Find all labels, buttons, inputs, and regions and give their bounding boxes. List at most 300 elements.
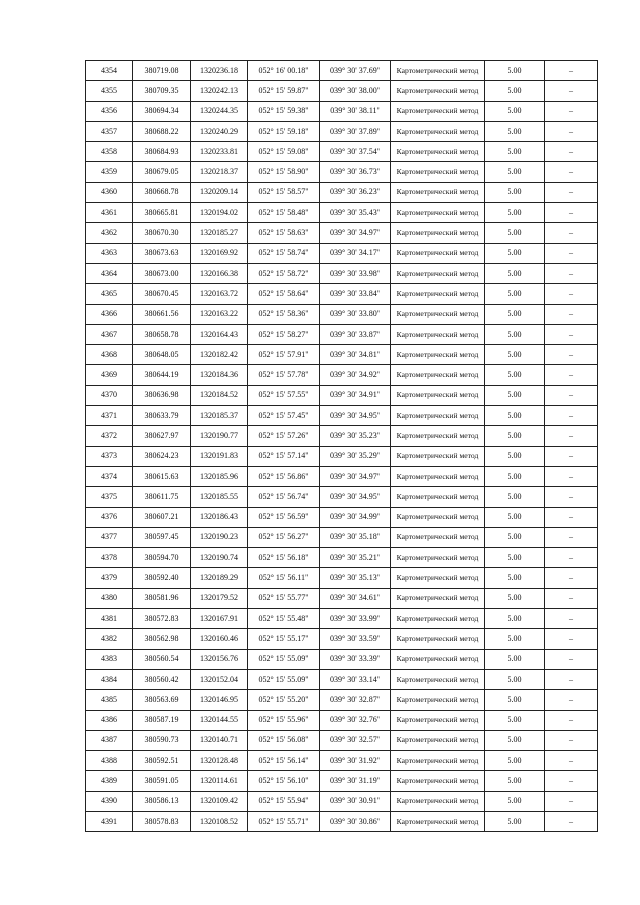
point-number-cell: 4365 (86, 284, 133, 304)
point-number-cell: 4364 (86, 263, 133, 283)
coordinates-table (85, 60, 598, 832)
point-number-cell: 4389 (86, 771, 133, 791)
table-row (86, 81, 598, 101)
y-coordinate-cell: 1320218.37 (191, 162, 248, 182)
x-coordinate-cell: 380658.78 (133, 324, 191, 344)
method-cell: Картометрический метод (391, 304, 485, 324)
latitude-cell: 052° 15' 55.71" (248, 811, 320, 831)
point-number-cell: 4381 (86, 609, 133, 629)
y-coordinate-cell: 1320160.46 (191, 629, 248, 649)
table-row (86, 588, 598, 608)
table-row (86, 669, 598, 689)
point-number-cell: 4380 (86, 588, 133, 608)
table-row (86, 406, 598, 426)
point-number-cell: 4388 (86, 751, 133, 771)
table-row (86, 223, 598, 243)
method-cell: Картометрический метод (391, 609, 485, 629)
point-number-cell: 4368 (86, 345, 133, 365)
accuracy-cell: 5.00 (485, 811, 545, 831)
method-cell: Картометрический метод (391, 142, 485, 162)
x-coordinate-cell: 380562.98 (133, 629, 191, 649)
description-cell: – (545, 263, 598, 283)
latitude-cell: 052° 15' 58.27" (248, 324, 320, 344)
method-cell: Картометрический метод (391, 182, 485, 202)
table-row (86, 487, 598, 507)
method-cell: Картометрический метод (391, 791, 485, 811)
x-coordinate-cell: 380627.97 (133, 426, 191, 446)
x-coordinate-cell: 380560.54 (133, 649, 191, 669)
latitude-cell: 052° 15' 56.74" (248, 487, 320, 507)
method-cell: Картометрический метод (391, 669, 485, 689)
table-row (86, 203, 598, 223)
description-cell: – (545, 284, 598, 304)
point-number-cell: 4356 (86, 101, 133, 121)
latitude-cell: 052° 15' 55.17" (248, 629, 320, 649)
method-cell: Картометрический метод (391, 345, 485, 365)
table-row (86, 609, 598, 629)
y-coordinate-cell: 1320190.74 (191, 548, 248, 568)
method-cell: Картометрический метод (391, 730, 485, 750)
accuracy-cell: 5.00 (485, 507, 545, 527)
table-row (86, 365, 598, 385)
latitude-cell: 052° 15' 58.63" (248, 223, 320, 243)
description-cell: – (545, 203, 598, 223)
table-row (86, 649, 598, 669)
longitude-cell: 039° 30' 32.87" (320, 690, 391, 710)
y-coordinate-cell: 1320179.52 (191, 588, 248, 608)
description-cell: – (545, 791, 598, 811)
latitude-cell: 052° 15' 57.91" (248, 345, 320, 365)
y-coordinate-cell: 1320152.04 (191, 669, 248, 689)
method-cell: Картометрический метод (391, 649, 485, 669)
point-number-cell: 4387 (86, 730, 133, 750)
x-coordinate-cell: 380673.63 (133, 243, 191, 263)
x-coordinate-cell: 380624.23 (133, 446, 191, 466)
longitude-cell: 039° 30' 32.76" (320, 710, 391, 730)
method-cell: Картометрический метод (391, 527, 485, 547)
x-coordinate-cell: 380597.45 (133, 527, 191, 547)
accuracy-cell: 5.00 (485, 588, 545, 608)
longitude-cell: 039° 30' 36.73" (320, 162, 391, 182)
accuracy-cell: 5.00 (485, 406, 545, 426)
latitude-cell: 052° 15' 56.27" (248, 527, 320, 547)
description-cell: – (545, 162, 598, 182)
description-cell: – (545, 426, 598, 446)
description-cell: – (545, 568, 598, 588)
description-cell: – (545, 487, 598, 507)
longitude-cell: 039° 30' 31.92" (320, 751, 391, 771)
latitude-cell: 052° 15' 59.08" (248, 142, 320, 162)
y-coordinate-cell: 1320240.29 (191, 121, 248, 141)
longitude-cell: 039° 30' 34.81" (320, 345, 391, 365)
accuracy-cell: 5.00 (485, 223, 545, 243)
x-coordinate-cell: 380592.51 (133, 751, 191, 771)
description-cell: – (545, 365, 598, 385)
x-coordinate-cell: 380668.78 (133, 182, 191, 202)
method-cell: Картометрический метод (391, 751, 485, 771)
y-coordinate-cell: 1320190.77 (191, 426, 248, 446)
description-cell: – (545, 548, 598, 568)
x-coordinate-cell: 380572.83 (133, 609, 191, 629)
table-row (86, 568, 598, 588)
x-coordinate-cell: 380611.75 (133, 487, 191, 507)
description-cell: – (545, 649, 598, 669)
y-coordinate-cell: 1320140.71 (191, 730, 248, 750)
y-coordinate-cell: 1320163.22 (191, 304, 248, 324)
x-coordinate-cell: 380563.69 (133, 690, 191, 710)
accuracy-cell: 5.00 (485, 304, 545, 324)
description-cell: – (545, 406, 598, 426)
description-cell: – (545, 121, 598, 141)
y-coordinate-cell: 1320167.91 (191, 609, 248, 629)
x-coordinate-cell: 380592.40 (133, 568, 191, 588)
description-cell: – (545, 101, 598, 121)
accuracy-cell: 5.00 (485, 162, 545, 182)
longitude-cell: 039° 30' 34.99" (320, 507, 391, 527)
accuracy-cell: 5.00 (485, 345, 545, 365)
table-row (86, 791, 598, 811)
y-coordinate-cell: 1320114.61 (191, 771, 248, 791)
table-body (86, 61, 598, 832)
longitude-cell: 039° 30' 34.17" (320, 243, 391, 263)
accuracy-cell: 5.00 (485, 487, 545, 507)
point-number-cell: 4369 (86, 365, 133, 385)
longitude-cell: 039° 30' 38.00" (320, 81, 391, 101)
method-cell: Картометрический метод (391, 710, 485, 730)
table-row (86, 345, 598, 365)
y-coordinate-cell: 1320186.43 (191, 507, 248, 527)
accuracy-cell: 5.00 (485, 730, 545, 750)
table-row (86, 629, 598, 649)
method-cell: Картометрический метод (391, 811, 485, 831)
x-coordinate-cell: 380587.19 (133, 710, 191, 730)
longitude-cell: 039° 30' 34.91" (320, 385, 391, 405)
point-number-cell: 4357 (86, 121, 133, 141)
latitude-cell: 052° 15' 58.36" (248, 304, 320, 324)
description-cell: – (545, 446, 598, 466)
accuracy-cell: 5.00 (485, 81, 545, 101)
y-coordinate-cell: 1320242.13 (191, 81, 248, 101)
y-coordinate-cell: 1320189.29 (191, 568, 248, 588)
method-cell: Картометрический метод (391, 324, 485, 344)
x-coordinate-cell: 380644.19 (133, 365, 191, 385)
method-cell: Картометрический метод (391, 548, 485, 568)
point-number-cell: 4355 (86, 81, 133, 101)
description-cell: – (545, 345, 598, 365)
longitude-cell: 039° 30' 37.54" (320, 142, 391, 162)
accuracy-cell: 5.00 (485, 284, 545, 304)
x-coordinate-cell: 380684.93 (133, 142, 191, 162)
latitude-cell: 052° 15' 58.64" (248, 284, 320, 304)
latitude-cell: 052° 15' 55.77" (248, 588, 320, 608)
point-number-cell: 4382 (86, 629, 133, 649)
description-cell: – (545, 304, 598, 324)
x-coordinate-cell: 380679.05 (133, 162, 191, 182)
x-coordinate-cell: 380665.81 (133, 203, 191, 223)
y-coordinate-cell: 1320194.02 (191, 203, 248, 223)
method-cell: Картометрический метод (391, 487, 485, 507)
description-cell: – (545, 669, 598, 689)
latitude-cell: 052° 15' 58.74" (248, 243, 320, 263)
x-coordinate-cell: 380633.79 (133, 406, 191, 426)
method-cell: Картометрический метод (391, 466, 485, 486)
x-coordinate-cell: 380560.42 (133, 669, 191, 689)
table-row (86, 811, 598, 831)
method-cell: Картометрический метод (391, 771, 485, 791)
table-row (86, 771, 598, 791)
y-coordinate-cell: 1320128.48 (191, 751, 248, 771)
point-number-cell: 4374 (86, 466, 133, 486)
latitude-cell: 052° 15' 56.08" (248, 730, 320, 750)
description-cell: – (545, 243, 598, 263)
y-coordinate-cell: 1320146.95 (191, 690, 248, 710)
x-coordinate-cell: 380661.56 (133, 304, 191, 324)
longitude-cell: 039° 30' 35.21" (320, 548, 391, 568)
table-row (86, 243, 598, 263)
longitude-cell: 039° 30' 35.23" (320, 426, 391, 446)
description-cell: – (545, 811, 598, 831)
longitude-cell: 039° 30' 30.86" (320, 811, 391, 831)
description-cell: – (545, 751, 598, 771)
latitude-cell: 052° 15' 59.38" (248, 101, 320, 121)
longitude-cell: 039° 30' 35.18" (320, 527, 391, 547)
x-coordinate-cell: 380670.45 (133, 284, 191, 304)
method-cell: Картометрический метод (391, 588, 485, 608)
description-cell: – (545, 588, 598, 608)
longitude-cell: 039° 30' 33.14" (320, 669, 391, 689)
accuracy-cell: 5.00 (485, 385, 545, 405)
point-number-cell: 4363 (86, 243, 133, 263)
accuracy-cell: 5.00 (485, 771, 545, 791)
accuracy-cell: 5.00 (485, 182, 545, 202)
point-number-cell: 4358 (86, 142, 133, 162)
longitude-cell: 039° 30' 31.19" (320, 771, 391, 791)
longitude-cell: 039° 30' 30.91" (320, 791, 391, 811)
y-coordinate-cell: 1320233.81 (191, 142, 248, 162)
point-number-cell: 4383 (86, 649, 133, 669)
table-row (86, 263, 598, 283)
latitude-cell: 052° 15' 55.09" (248, 669, 320, 689)
accuracy-cell: 5.00 (485, 609, 545, 629)
x-coordinate-cell: 380694.34 (133, 101, 191, 121)
point-number-cell: 4354 (86, 61, 133, 81)
method-cell: Картометрический метод (391, 629, 485, 649)
y-coordinate-cell: 1320184.52 (191, 385, 248, 405)
accuracy-cell: 5.00 (485, 142, 545, 162)
method-cell: Картометрический метод (391, 101, 485, 121)
point-number-cell: 4391 (86, 811, 133, 831)
longitude-cell: 039° 30' 34.95" (320, 487, 391, 507)
table-row (86, 690, 598, 710)
accuracy-cell: 5.00 (485, 690, 545, 710)
y-coordinate-cell: 1320244.35 (191, 101, 248, 121)
longitude-cell: 039° 30' 33.98" (320, 263, 391, 283)
description-cell: – (545, 710, 598, 730)
description-cell: – (545, 527, 598, 547)
y-coordinate-cell: 1320184.36 (191, 365, 248, 385)
point-number-cell: 4367 (86, 324, 133, 344)
latitude-cell: 052° 15' 59.87" (248, 81, 320, 101)
point-number-cell: 4371 (86, 406, 133, 426)
latitude-cell: 052° 15' 55.94" (248, 791, 320, 811)
point-number-cell: 4362 (86, 223, 133, 243)
x-coordinate-cell: 380709.35 (133, 81, 191, 101)
method-cell: Картометрический метод (391, 426, 485, 446)
point-number-cell: 4375 (86, 487, 133, 507)
table-row (86, 142, 598, 162)
latitude-cell: 052° 15' 55.48" (248, 609, 320, 629)
latitude-cell: 052° 15' 56.59" (248, 507, 320, 527)
description-cell: – (545, 223, 598, 243)
longitude-cell: 039° 30' 35.29" (320, 446, 391, 466)
x-coordinate-cell: 380688.22 (133, 121, 191, 141)
x-coordinate-cell: 380586.13 (133, 791, 191, 811)
latitude-cell: 052° 15' 58.90" (248, 162, 320, 182)
accuracy-cell: 5.00 (485, 527, 545, 547)
latitude-cell: 052° 15' 59.18" (248, 121, 320, 141)
method-cell: Картометрический метод (391, 568, 485, 588)
latitude-cell: 052° 15' 57.55" (248, 385, 320, 405)
longitude-cell: 039° 30' 33.59" (320, 629, 391, 649)
latitude-cell: 052° 15' 56.86" (248, 466, 320, 486)
table-row (86, 751, 598, 771)
point-number-cell: 4379 (86, 568, 133, 588)
y-coordinate-cell: 1320164.43 (191, 324, 248, 344)
latitude-cell: 052° 15' 56.11" (248, 568, 320, 588)
x-coordinate-cell: 380670.30 (133, 223, 191, 243)
method-cell: Картометрический метод (391, 365, 485, 385)
table-row (86, 710, 598, 730)
x-coordinate-cell: 380578.83 (133, 811, 191, 831)
table-row (86, 304, 598, 324)
x-coordinate-cell: 380581.96 (133, 588, 191, 608)
accuracy-cell: 5.00 (485, 61, 545, 81)
table-row (86, 730, 598, 750)
y-coordinate-cell: 1320169.92 (191, 243, 248, 263)
method-cell: Картометрический метод (391, 121, 485, 141)
table-row (86, 446, 598, 466)
point-number-cell: 4373 (86, 446, 133, 466)
table-row (86, 162, 598, 182)
description-cell: – (545, 81, 598, 101)
accuracy-cell: 5.00 (485, 121, 545, 141)
method-cell: Картометрический метод (391, 61, 485, 81)
description-cell: – (545, 385, 598, 405)
accuracy-cell: 5.00 (485, 649, 545, 669)
y-coordinate-cell: 1320209.14 (191, 182, 248, 202)
accuracy-cell: 5.00 (485, 101, 545, 121)
point-number-cell: 4370 (86, 385, 133, 405)
x-coordinate-cell: 380590.73 (133, 730, 191, 750)
y-coordinate-cell: 1320108.52 (191, 811, 248, 831)
latitude-cell: 052° 15' 58.57" (248, 182, 320, 202)
table-row (86, 182, 598, 202)
description-cell: – (545, 629, 598, 649)
method-cell: Картометрический метод (391, 385, 485, 405)
longitude-cell: 039° 30' 33.84" (320, 284, 391, 304)
x-coordinate-cell: 380615.63 (133, 466, 191, 486)
accuracy-cell: 5.00 (485, 710, 545, 730)
x-coordinate-cell: 380591.05 (133, 771, 191, 791)
method-cell: Картометрический метод (391, 284, 485, 304)
accuracy-cell: 5.00 (485, 669, 545, 689)
table-row (86, 527, 598, 547)
table-row (86, 507, 598, 527)
latitude-cell: 052° 16' 00.18" (248, 61, 320, 81)
point-number-cell: 4378 (86, 548, 133, 568)
method-cell: Картометрический метод (391, 406, 485, 426)
accuracy-cell: 5.00 (485, 446, 545, 466)
description-cell: – (545, 730, 598, 750)
description-cell: – (545, 182, 598, 202)
longitude-cell: 039° 30' 33.80" (320, 304, 391, 324)
x-coordinate-cell: 380594.70 (133, 548, 191, 568)
table-row (86, 61, 598, 81)
latitude-cell: 052° 15' 57.78" (248, 365, 320, 385)
latitude-cell: 052° 15' 55.96" (248, 710, 320, 730)
y-coordinate-cell: 1320190.23 (191, 527, 248, 547)
y-coordinate-cell: 1320185.37 (191, 406, 248, 426)
latitude-cell: 052° 15' 57.14" (248, 446, 320, 466)
table-row (86, 466, 598, 486)
accuracy-cell: 5.00 (485, 791, 545, 811)
longitude-cell: 039° 30' 34.92" (320, 365, 391, 385)
y-coordinate-cell: 1320191.83 (191, 446, 248, 466)
latitude-cell: 052° 15' 57.26" (248, 426, 320, 446)
latitude-cell: 052° 15' 58.48" (248, 203, 320, 223)
latitude-cell: 052° 15' 56.10" (248, 771, 320, 791)
method-cell: Картометрический метод (391, 243, 485, 263)
point-number-cell: 4372 (86, 426, 133, 446)
method-cell: Картометрический метод (391, 162, 485, 182)
y-coordinate-cell: 1320236.18 (191, 61, 248, 81)
x-coordinate-cell: 380607.21 (133, 507, 191, 527)
latitude-cell: 052° 15' 57.45" (248, 406, 320, 426)
point-number-cell: 4359 (86, 162, 133, 182)
table-row (86, 385, 598, 405)
y-coordinate-cell: 1320144.55 (191, 710, 248, 730)
longitude-cell: 039° 30' 34.61" (320, 588, 391, 608)
longitude-cell: 039° 30' 34.97" (320, 466, 391, 486)
y-coordinate-cell: 1320185.55 (191, 487, 248, 507)
point-number-cell: 4386 (86, 710, 133, 730)
method-cell: Картометрический метод (391, 263, 485, 283)
point-number-cell: 4360 (86, 182, 133, 202)
x-coordinate-cell: 380648.05 (133, 345, 191, 365)
x-coordinate-cell: 380673.00 (133, 263, 191, 283)
y-coordinate-cell: 1320109.42 (191, 791, 248, 811)
accuracy-cell: 5.00 (485, 263, 545, 283)
y-coordinate-cell: 1320166.38 (191, 263, 248, 283)
description-cell: – (545, 609, 598, 629)
accuracy-cell: 5.00 (485, 203, 545, 223)
description-cell: – (545, 690, 598, 710)
accuracy-cell: 5.00 (485, 365, 545, 385)
accuracy-cell: 5.00 (485, 243, 545, 263)
latitude-cell: 052° 15' 58.72" (248, 263, 320, 283)
longitude-cell: 039° 30' 33.39" (320, 649, 391, 669)
description-cell: – (545, 142, 598, 162)
y-coordinate-cell: 1320163.72 (191, 284, 248, 304)
description-cell: – (545, 466, 598, 486)
latitude-cell: 052° 15' 56.18" (248, 548, 320, 568)
method-cell: Картометрический метод (391, 81, 485, 101)
description-cell: – (545, 507, 598, 527)
point-number-cell: 4376 (86, 507, 133, 527)
method-cell: Картометрический метод (391, 507, 485, 527)
method-cell: Картометрический метод (391, 203, 485, 223)
longitude-cell: 039° 30' 33.99" (320, 609, 391, 629)
